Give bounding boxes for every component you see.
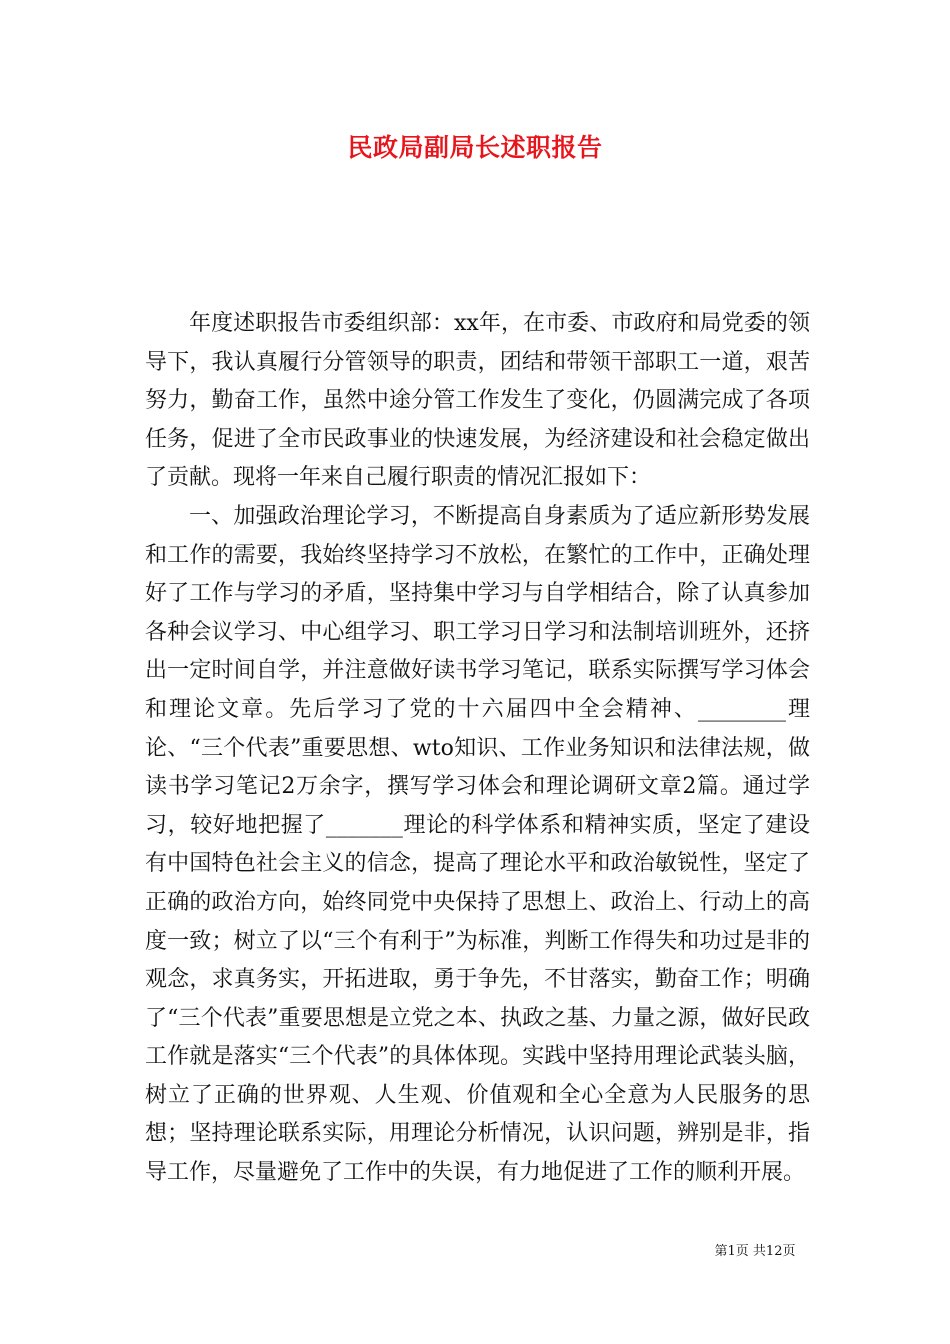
page-number-footer: 第1页 共12页 [714,1244,796,1259]
paragraph-intro: 年度述职报告市委组织部：xx年，在市委、市政府和局党委的领导下，我认真履行分管领导的职责，团结和带领干部职工一道，艰苦努力，勤奋工作，虽然中途分管工作发生了变化，仍圆满完成了各项任务，促进了全市民政事业的快速发展，为经济建设和社会稳定做出了贡献。现将一年来自己履行职责的情况汇报如下： [145,311,810,491]
document-title: 民政局副局长述职报告 [347,133,603,162]
paragraph-section-one: 一、加强政治理论学习，不断提高自身素质为了适应新形势发展和工作的需要，我始终坚持学习不放松，在繁忙的工作中，正确处理好了工作与学习的矛盾，坚持集中学习与自学相结合，除了认真参加各种会议学习、中心组学习、职工学习日学习和法制培训班外，还挤出一定时间自学，并注意做好读书学习笔记，联系实际撰写学习体会和理论文章。先后学习了党的十六届四中全会精神、________理论、“三个代表”重要思想、wto知识、工作业务知识和法律法规，做读书学习笔记2万余字，撰写学习体会和理论调研文章2篇。通过学习，较好地把握了_______理论的科学体系和精神实质，坚定了建设有中国特色社会主义的信念，提高了理论水平和政治敏锐性，坚定了正确的政治方向，始终同党中央保持了思想上、政治上、行动上的高度一致；树立了以“三个有利于”为标准，判断工作得失和功过是非的观念，求真务实，开拓进取，勇于争先，不甘落实，勤奋工作；明确了“三个代表”重要思想是立党之本、执政之基、力量之源，做好民政工作就是落实“三个代表”的具体体现。实践中坚持用理论武装头脑，树立了正确的世界观、人生观、价值观和全心全意为人民服务的思想；坚持理论联系实际，用理论分析情况，认识问题，辨别是非，指导工作，尽量避免了工作中的失误，有力地促进了工作的顺利开展。 [145,503,810,1186]
document-body [145,305,810,1193]
